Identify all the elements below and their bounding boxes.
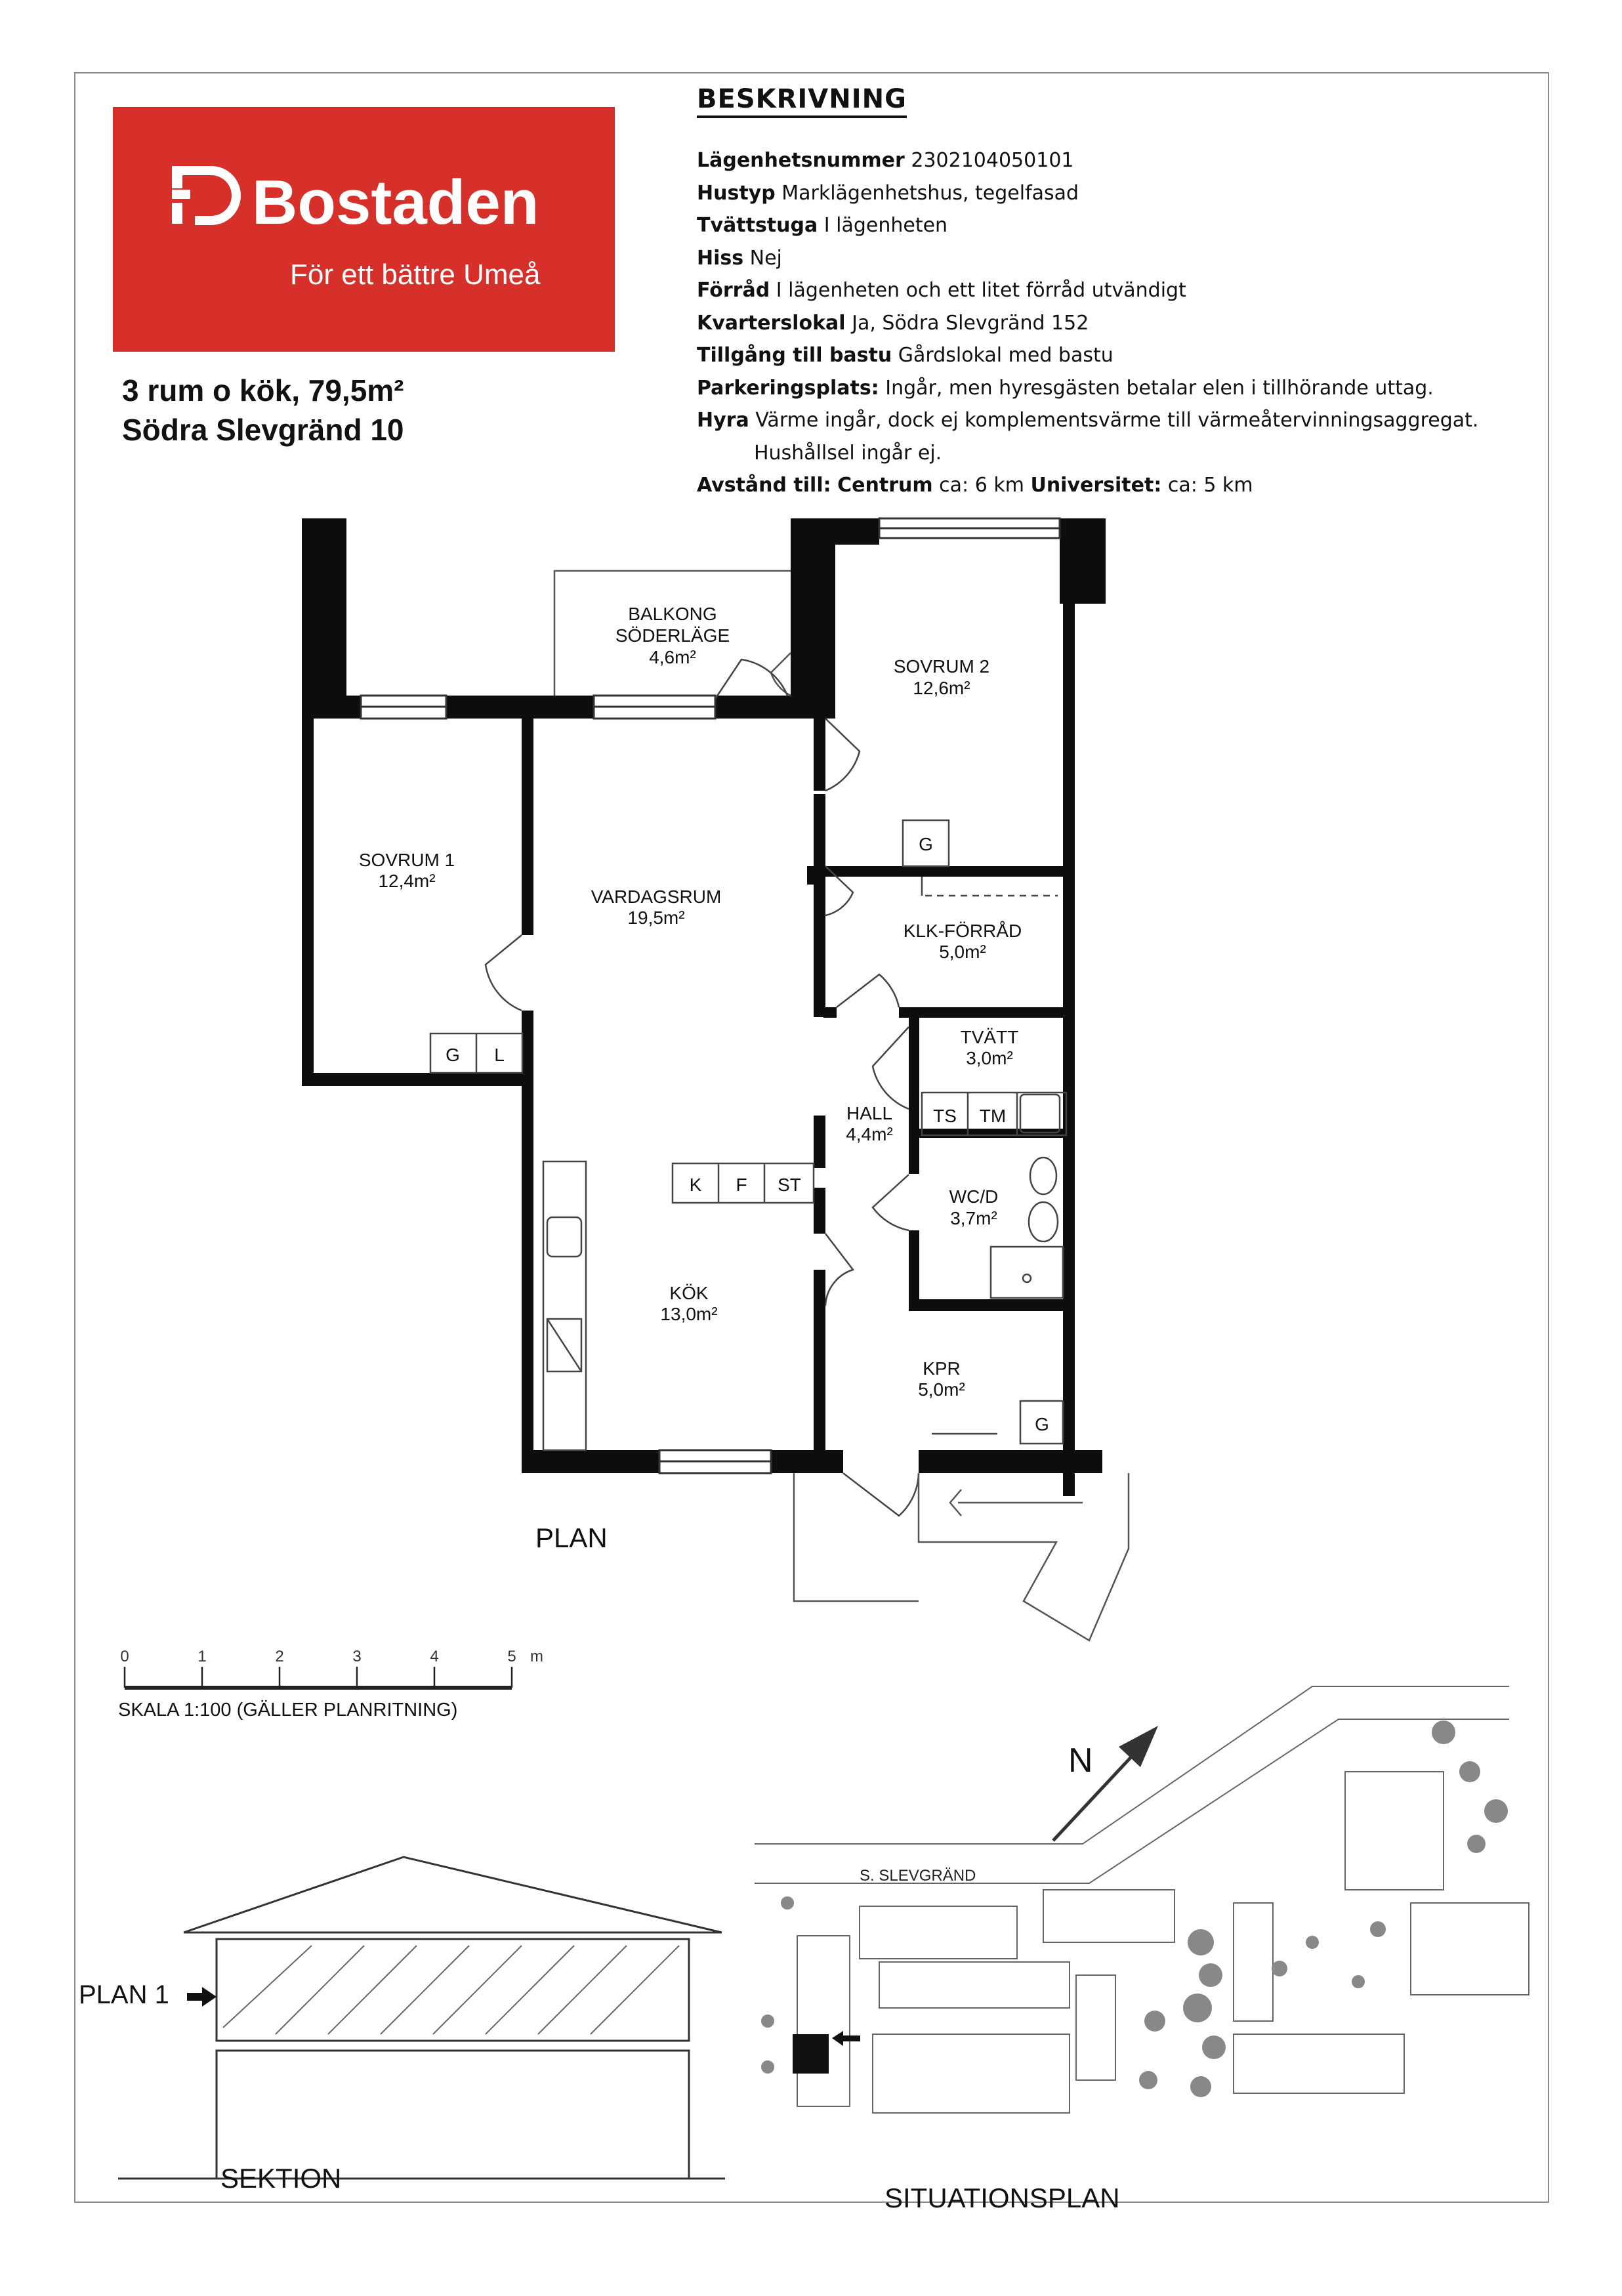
desc-row: Kvarterslokal Ja, Södra Slevgränd 152: [697, 311, 1089, 335]
brand-name: Bostaden: [252, 167, 539, 238]
desc-row: Hustyp Marklägenhetshus, tegelfasad: [697, 181, 1079, 205]
room-area: 13,0m²: [660, 1304, 718, 1324]
plan-label: PLAN: [535, 1522, 608, 1553]
room-name: KPR: [923, 1358, 961, 1379]
desc-row: Lägenhetsnummer 2302104050101: [697, 149, 1074, 172]
room-name: SÖDERLÄGE: [615, 625, 730, 646]
desc-row: Förråd I lägenheten och ett litet förråd utvändigt: [697, 279, 1186, 302]
brand-tagline: För ett bättre Umeå: [290, 259, 541, 291]
room-area: 4,4m²: [846, 1124, 893, 1144]
fixture-label: G: [1035, 1414, 1049, 1434]
north-label: N: [1068, 1742, 1093, 1780]
room-name: HALL: [846, 1103, 893, 1123]
room-area: 3,0m²: [966, 1048, 1013, 1068]
scale-unit: m: [530, 1648, 543, 1665]
room-area: 3,7m²: [950, 1208, 997, 1228]
street-label: S. SLEVGRÄND: [860, 1867, 976, 1885]
fixture-label: F: [736, 1175, 747, 1195]
section-label: SEKTION: [220, 2163, 342, 2194]
apartment-address: Södra Slevgränd 10: [122, 413, 404, 447]
fixture-label: TM: [979, 1106, 1007, 1126]
room-area: 5,0m²: [939, 942, 986, 962]
scale-tick: 4: [430, 1648, 439, 1665]
room-name: SOVRUM 1: [358, 850, 455, 870]
scale-tick: 2: [275, 1648, 284, 1665]
fixture-label: G: [919, 834, 933, 854]
room-name: BALKONG: [628, 604, 717, 624]
scale-caption: SKALA 1:100 (GÄLLER PLANRITNING): [118, 1700, 458, 1721]
desc-row: Parkeringsplats: Ingår, men hyresgästen betalar elen i tillhörande uttag.: [697, 376, 1434, 400]
room-name: WC/D: [949, 1186, 999, 1207]
site-plan-label: SITUATIONSPLAN: [884, 2182, 1120, 2213]
room-area: 12,4m²: [378, 871, 436, 891]
room-name: VARDAGSRUM: [591, 887, 722, 907]
desc-row: Tillgång till bastu Gårdslokal med bastu: [697, 344, 1113, 367]
fixture-label: K: [689, 1175, 702, 1195]
fixture-label: G: [446, 1045, 460, 1065]
desc-row: Hyra Värme ingår, dock ej komplementsvärme till värmeåtervinningsaggregat.: [697, 409, 1479, 432]
room-area: 4,6m²: [649, 647, 696, 667]
description-title: BESKRIVNING: [697, 84, 907, 118]
scale-tick: 0: [120, 1648, 129, 1665]
room-name: SOVRUM 2: [893, 656, 990, 677]
room-name: KÖK: [669, 1283, 709, 1303]
plan-marker-label: PLAN 1: [79, 1980, 169, 2009]
room-area: 19,5m²: [627, 908, 685, 928]
desc-row: Tvättstuga I lägenheten: [697, 214, 948, 237]
fixture-label: ST: [778, 1175, 801, 1195]
room-area: 5,0m²: [918, 1379, 965, 1400]
fixture-label: L: [494, 1045, 505, 1065]
room-name: TVÄTT: [960, 1027, 1019, 1047]
apartment-size: 3 rum o kök, 79,5m²: [122, 373, 404, 407]
scale-tick: 1: [198, 1648, 207, 1665]
desc-row: Hiss Nej: [697, 246, 782, 270]
desc-row-distance: Avstånd till: Centrum ca: 6 km Universitet: ca: 5 km: [697, 474, 1253, 497]
room-name: KLK-FÖRRÅD: [903, 921, 1022, 941]
fixture-label: TS: [933, 1106, 957, 1126]
scale-tick: 3: [352, 1648, 362, 1665]
desc-row-continuation: Hushållsel ingår ej.: [754, 441, 942, 465]
room-area: 12,6m²: [913, 678, 970, 698]
scale-tick: 5: [507, 1648, 516, 1665]
